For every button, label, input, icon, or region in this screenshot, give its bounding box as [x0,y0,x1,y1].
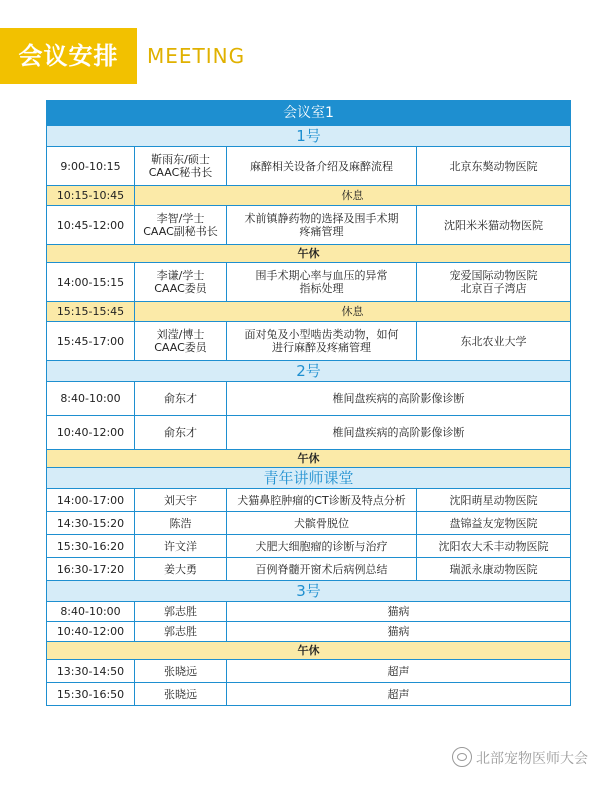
wechat-icon [452,747,472,767]
session-speaker: 张晓远 [135,683,227,706]
schedule-table [46,100,570,706]
schedule-row [47,147,571,186]
schedule-row [47,416,571,450]
section-title: 3号 [47,581,571,602]
session-topic: 围手术期心率与血压的异常 指标处理 [227,263,417,302]
schedule-row [47,489,571,512]
schedule-row [47,322,571,361]
session-speaker: 刘天宇 [135,489,227,512]
schedule-row [47,206,571,245]
rest-label: 休息 [135,186,571,206]
session-time: 10:40-12:00 [47,416,135,450]
session-time: 8:40-10:00 [47,602,135,622]
session-organization: 沈阳米米猫动物医院 [417,206,571,245]
schedule-row [47,683,571,706]
session-speaker: 许文洋 [135,535,227,558]
session-topic: 椎间盘疾病的高阶影像诊断 [227,382,571,416]
schedule-row [47,263,571,302]
schedule-row [47,558,571,581]
watermark-text: 北部宠物医师大会 [476,751,588,767]
schedule-row [47,602,571,622]
schedule-row [47,512,571,535]
session-organization: 东北农业大学 [417,322,571,361]
session-topic: 椎间盘疾病的高阶影像诊断 [227,416,571,450]
session-organization: 沈阳农大禾丰动物医院 [417,535,571,558]
room-title-row [47,101,571,126]
section-header-row [47,581,571,602]
session-time: 14:00-17:00 [47,489,135,512]
rest-time: 10:15-10:45 [47,186,135,206]
session-topic: 犬髌骨脱位 [227,512,417,535]
session-topic: 百例脊髓开窗术后病例总结 [227,558,417,581]
lunch-break-row [47,642,571,660]
session-time: 8:40-10:00 [47,382,135,416]
header-title-en: MEETING [147,44,246,68]
session-time: 15:30-16:50 [47,683,135,706]
session-time: 14:00-15:15 [47,263,135,302]
schedule-row [47,622,571,642]
session-speaker: 张晓远 [135,660,227,683]
section-header-row [47,126,571,147]
session-time: 9:00-10:15 [47,147,135,186]
session-topic: 面对兔及小型啮齿类动物，如何 进行麻醉及疼痛管理 [227,322,417,361]
session-time: 15:30-16:20 [47,535,135,558]
schedule-row [47,382,571,416]
section-title: 2号 [47,361,571,382]
session-speaker: 郭志胜 [135,602,227,622]
rest-row [47,302,571,322]
session-organization: 盘锦益友宠物医院 [417,512,571,535]
section-header-row [47,468,571,489]
schedule-row [47,535,571,558]
session-topic: 猫病 [227,602,571,622]
session-speaker: 靳雨东/硕士 CAAC秘书长 [135,147,227,186]
session-time: 10:45-12:00 [47,206,135,245]
session-organization: 宠爱国际动物医院 北京百子湾店 [417,263,571,302]
watermark [452,747,588,768]
session-speaker: 俞东才 [135,416,227,450]
header-title-cn: 会议安排 [0,28,137,84]
session-topic: 超声 [227,660,571,683]
lunch-break-row [47,245,571,263]
lunch-break-row [47,450,571,468]
section-header-row [47,361,571,382]
session-speaker: 李智/学士 CAAC副秘书长 [135,206,227,245]
session-speaker: 郭志胜 [135,622,227,642]
lunch-break-label: 午休 [47,450,571,468]
session-time: 16:30-17:20 [47,558,135,581]
session-topic: 术前镇静药物的选择及围手术期 疼痛管理 [227,206,417,245]
section-title: 青年讲师课堂 [47,468,571,489]
session-time: 13:30-14:50 [47,660,135,683]
session-topic: 麻醉相关设备介绍及麻醉流程 [227,147,417,186]
rest-time: 15:15-15:45 [47,302,135,322]
room-title: 会议室1 [47,101,571,126]
session-topic: 犬猫鼻腔肿瘤的CT诊断及特点分析 [227,489,417,512]
lunch-break-label: 午休 [47,245,571,263]
session-speaker: 姜大勇 [135,558,227,581]
section-title: 1号 [47,126,571,147]
session-topic: 超声 [227,683,571,706]
session-time: 10:40-12:00 [47,622,135,642]
session-speaker: 李谦/学士 CAAC委员 [135,263,227,302]
rest-label: 休息 [135,302,571,322]
session-topic: 犬肥大细胞瘤的诊断与治疗 [227,535,417,558]
session-speaker: 刘滢/博士 CAAC委员 [135,322,227,361]
session-speaker: 俞东才 [135,382,227,416]
session-speaker: 陈浩 [135,512,227,535]
session-organization: 北京东獒动物医院 [417,147,571,186]
session-time: 15:45-17:00 [47,322,135,361]
session-organization: 沈阳萌星动物医院 [417,489,571,512]
page-header [0,28,600,84]
schedule-row [47,660,571,683]
session-topic: 猫病 [227,622,571,642]
session-organization: 瑞派永康动物医院 [417,558,571,581]
lunch-break-label: 午休 [47,642,571,660]
session-time: 14:30-15:20 [47,512,135,535]
rest-row [47,186,571,206]
